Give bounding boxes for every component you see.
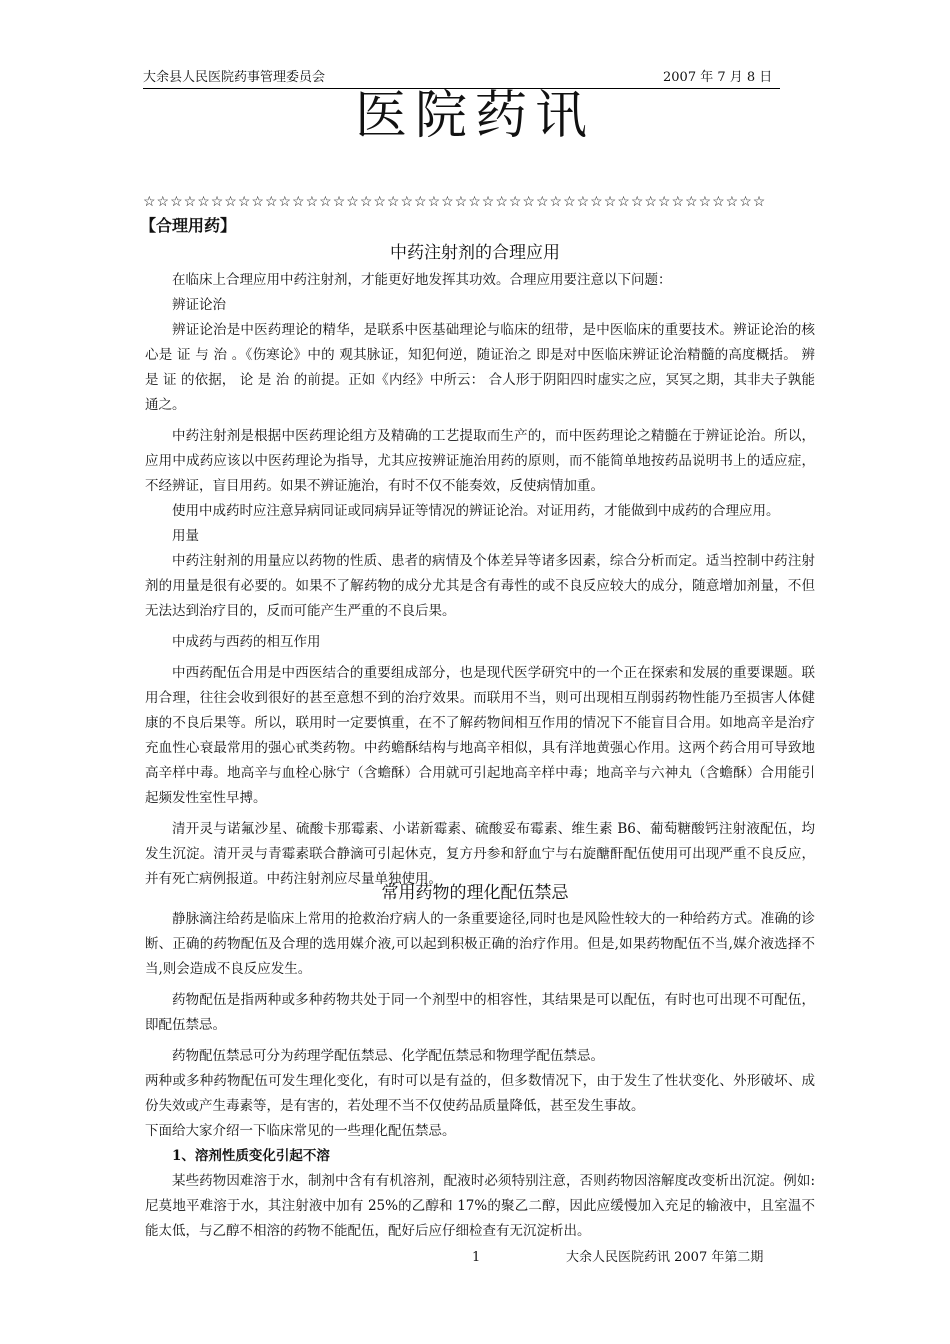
subheading: 辨证论治 [172, 297, 226, 313]
newsletter-title: 医院药讯 [354, 86, 595, 146]
article-2-title: 常用药物的理化配伍禁忌 [381, 883, 569, 903]
paragraph: 中西药配伍合用是中西医结合的重要组成部分，也是现代医学研究中的一个正在探索和发展的重要课题。联用合理，往往会收到很好的甚至意想不到的治疗效果。而联用不当，则可出现相互削弱药物性能乃至损害人体健康的不良后果等。所以，联用时一定要慎重，在不了解药物间相互作用的情况下不能盲目合用。如地高辛是治疗充血性心衰最常用的强心甙类药物。中药蟾酥结构与地高辛相似，具有洋地黄强心作用。这两个药合用可导致地高辛样中毒。地高辛与血栓心脉宁（含蟾酥）合用就可引起地高辛样中毒；地高辛与六神丸（含蟾酥）合用能引起频发性室性早搏。 [145, 665, 815, 806]
subheading: 中成药与西药的相互作用 [172, 634, 321, 650]
page-footer [0, 1248, 950, 1268]
paragraph: 药物配伍禁忌可分为药理学配伍禁忌、化学配伍禁忌和物理学配伍禁忌。 [172, 1048, 604, 1064]
subheading: 1、溶剂性质变化引起不溶 [172, 1148, 330, 1164]
page-number: 1 [472, 1250, 481, 1265]
paragraph: 清开灵与诺氟沙星、硫酸卡那霉素、小诺新霉素、硫酸妥布霉素、维生素 B6、葡萄糖酸钙注射液配伍，均发生沉淀。清开灵与青霉素联合静滴可引起休克，复方丹参和舒血宁与右旋醣酐配伍使用可出现严重不良反应，并有死亡病例报道。中药注射剂应尽量单独使用。 [145, 821, 815, 887]
paragraph: 中药注射剂是根据中医药理论组方及精确的工艺提取而生产的，而中医药理论之精髓在于辨证论治。所以，应用中成药应该以中医药理论为指导，尤其应按辨证施治用药的原则，而不能简单地按药品说明书上的适应症，不经辨证，盲目用药。如果不辨证施治，有时不仅不能奏效，反使病情加重。 [145, 428, 815, 494]
publication-issue: 大余人民医院药讯 2007 年第二期 [566, 1250, 764, 1265]
article-1-title: 中药注射剂的合理应用 [390, 243, 560, 263]
section-label: 【合理用药】 [140, 216, 237, 235]
paragraph: 静脉滴注给药是临床上常用的抢救治疗病人的一条重要途径,同时也是风险性较大的一种给药方式。准确的诊断、正确的药物配伍及合理的选用媒介液,可以起到积极正确的治疗作用。但是,如果药物配伍不当,媒介液选择不当,则会造成不良反应发生。 [145, 911, 815, 977]
header-date: 2007 年 7 月 8 日 [663, 70, 773, 85]
star-divider: ☆☆☆☆☆☆☆☆☆☆☆☆☆☆☆☆☆☆☆☆☆☆☆☆☆☆☆☆☆☆☆☆☆☆☆☆☆☆☆☆☆☆☆☆☆☆ [143, 194, 767, 210]
paragraph: 药物配伍是指两种或多种药物共处于同一个剂型中的相容性，其结果是可以配伍，有时也可出现不可配伍，即配伍禁忌。 [145, 992, 815, 1033]
paragraph: 使用中成药时应注意异病同证或同病异证等情况的辨证论治。对证用药，才能做到中成药的合理应用。 [172, 503, 780, 519]
article-2-body [145, 907, 815, 1244]
subheading: 用量 [172, 528, 199, 544]
paragraph: 在临床上合理应用中药注射剂，才能更好地发挥其功效。合理应用要注意以下问题： [172, 272, 672, 288]
paragraph: 两种或多种药物配伍可发生理化变化，有时可以是有益的，但多数情况下，由于发生了性状变化、外形破坏、成份失效或产生毒素等，是有害的，若处理不当不仅使药品质量降低，甚至发生事故。 [145, 1073, 815, 1114]
article-1-body [145, 268, 815, 892]
paragraph: 辨证论治是中医药理论的精华，是联系中医基础理论与临床的纽带，是中医临床的重要技术。辨证论治的核心是 证 与 治 。《伤寒论》中的 观其脉证，知犯何逆，随证治之 即是对中医临床辨证论治精髓的高度概括。 辨 是 证 的依据， 论 是 治 的前提。正如《内经》中所云： 合人形于阴阳四时虚实之应，冥冥之期，其非夫子孰能通之。 [145, 322, 815, 413]
header-organization: 大余县人民医院药事管理委员会 [143, 70, 326, 85]
paragraph: 下面给大家介绍一下临床常见的一些理化配伍禁忌。 [145, 1123, 456, 1139]
paragraph: 中药注射剂的用量应以药物的性质、患者的病情及个体差异等诸多因素，综合分析而定。适当控制中药注射剂的用量是很有必要的。如果不了解药物的成分尤其是含有毒性的或不良反应较大的成分，随意增加剂量，不但无法达到治疗目的，反而可能产生严重的不良后果。 [145, 553, 815, 619]
paragraph: 某些药物因难溶于水，制剂中含有有机溶剂，配液时必须特别注意，否则药物因溶解度改变析出沉淀。例如: 尼莫地平难溶于水，其注射液中加有 25%的乙醇和 17%的聚乙二醇，因此应缓慢加入充足的输液中，且室温不能太低，与乙醇不相溶的药物不能配伍，配好后应仔细检查有无沉淀析出。 [145, 1173, 815, 1239]
